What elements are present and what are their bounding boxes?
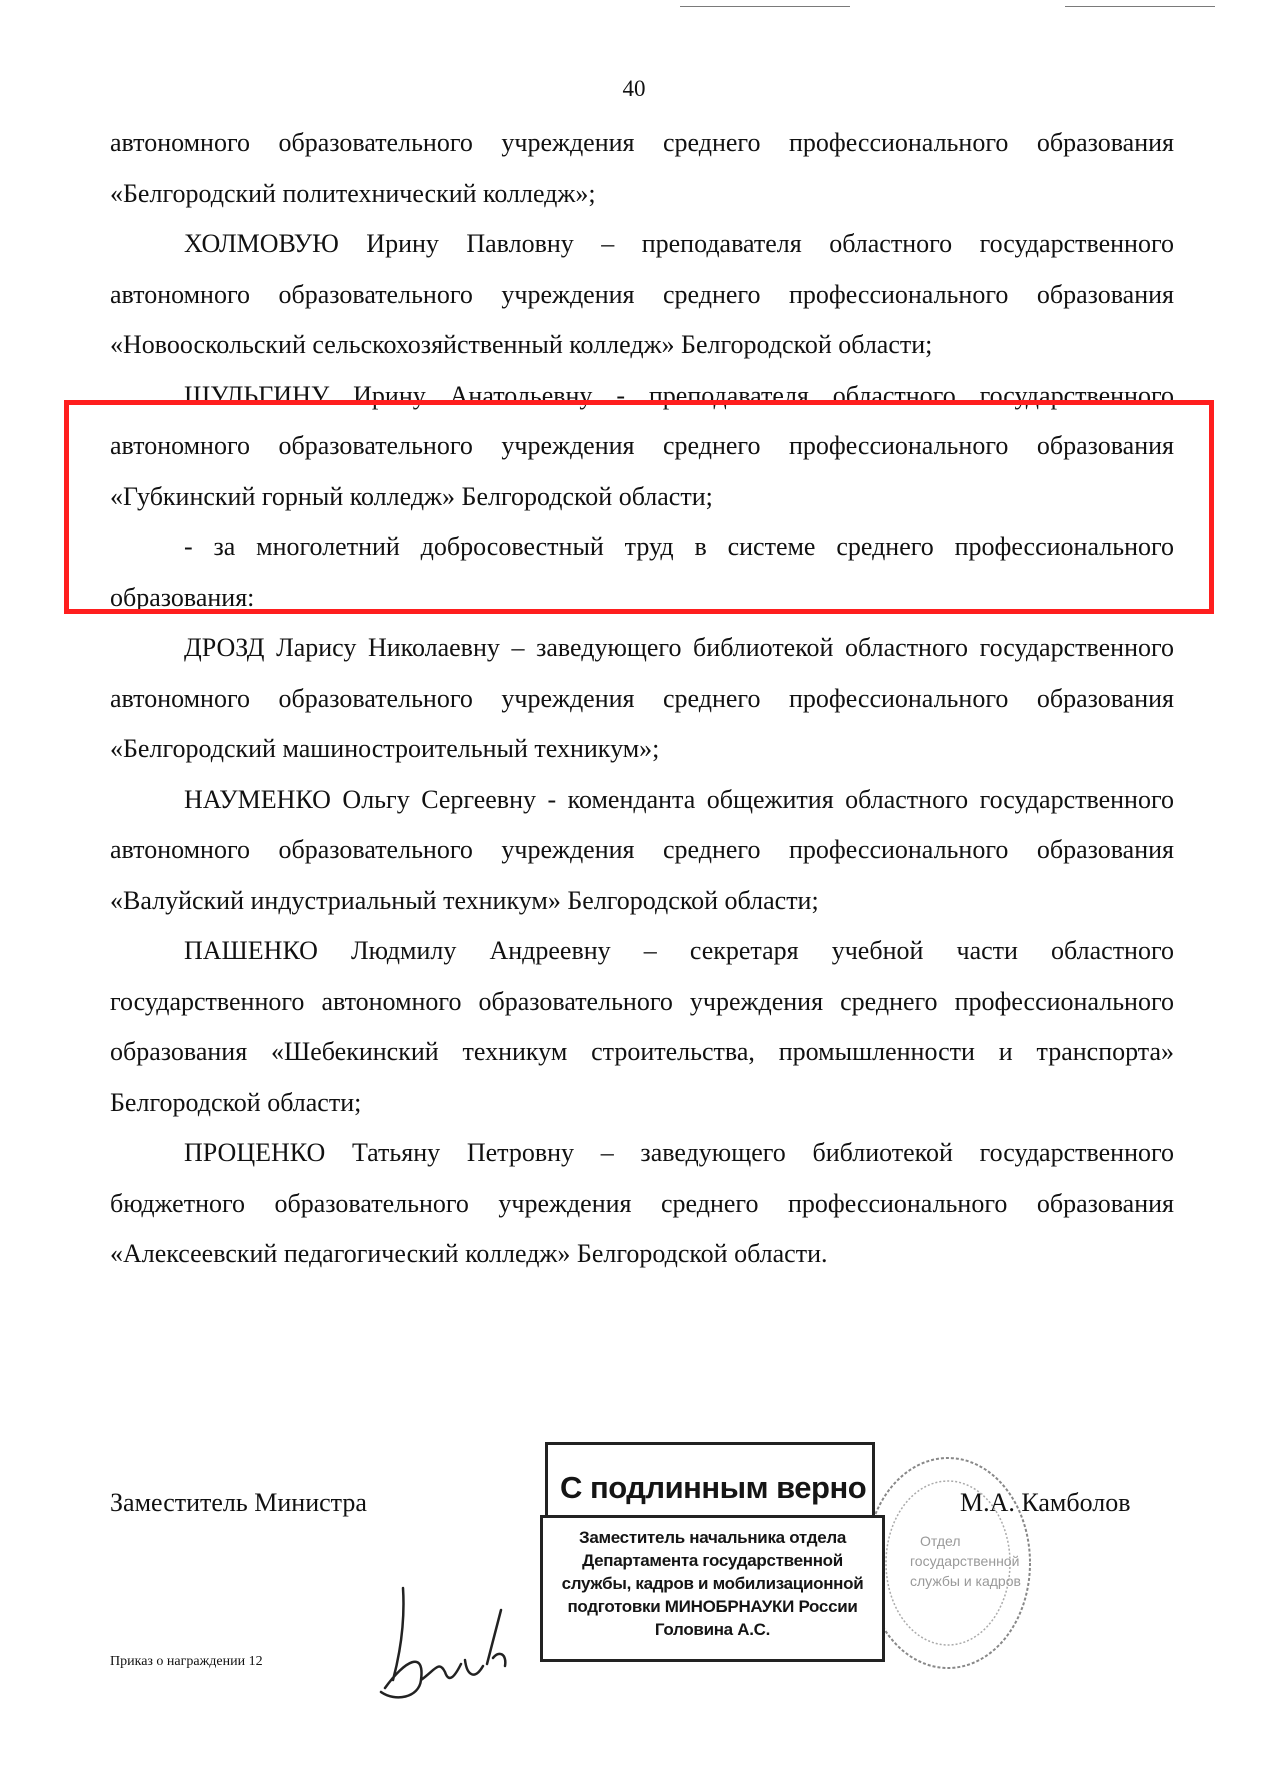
scan-artifact-line [680, 6, 850, 7]
handwritten-signature [375, 1580, 525, 1710]
paragraph: ПРОЦЕНКО Татьяну Петровну – заведующего библиотекой государственного бюджетного образовательного учреждения среднего профессионального образования «Алексеевский педагогический колледж» Белгородской области. [110, 1138, 1174, 1268]
seal-text: службы и кадров [910, 1573, 1021, 1589]
official-stamp [540, 1515, 885, 1662]
signatory-name: М.А. Камболов [960, 1488, 1131, 1517]
seal-text: государственной [910, 1553, 1020, 1569]
paragraph: ХОЛМОВУЮ Ирину Павловну – преподавателя областного государственного автономного образовательного учреждения среднего профессионального образования «Новооскольский сельскохозяйственный колледж» Белгородской области; [110, 229, 1174, 359]
paragraph-highlighted: ШУЛЬГИНУ Ирину Анатольевну - преподавателя областного государственного автономного образовательного учреждения среднего профессионального образования «Губкинский горный колледж» Белгородской области; [110, 380, 1174, 511]
round-seal [858, 1448, 1038, 1678]
page-number: 40 [622, 76, 646, 101]
highlight-box [64, 400, 1214, 614]
stamp-line: Департамента государственной [582, 1551, 843, 1570]
scan-artifact-line [1065, 6, 1215, 7]
paragraph: ПАШЕНКО Людмилу Андреевну – секретаря учебной части областного государственного автономного образовательного учреждения среднего профессионального образования «Шебекинский техникум строительства, промышленности и транспорта» Белгородской области; [110, 936, 1174, 1117]
stamp-line: подготовки МИНОБРНАУКИ России [567, 1597, 858, 1616]
stamp-line: Головина А.С. [654, 1620, 771, 1639]
signatory-role: Заместитель Министра [110, 1488, 367, 1517]
paragraph: НАУМЕНКО Ольгу Сергеевну - коменданта общежития областного государственного автономного образовательного учреждения среднего профессионального образования «Валуйский индустриальный техникум» Белгородской области; [110, 784, 1174, 915]
seal-text: Отдел [920, 1533, 961, 1549]
certified-stamp-text: С подлинным верно [560, 1470, 867, 1505]
paragraph: автономного образовательного учреждения среднего профессионального образования «Белгородский политехнический колледж»; [110, 128, 1174, 208]
stamp-line: Заместитель начальника отдела [578, 1528, 847, 1547]
document-body [110, 118, 1174, 1280]
stamp-line: службы, кадров и мобилизационной [561, 1574, 864, 1593]
paragraph: - за многолетний добросовестный труд в системе среднего профессионального образования: [110, 532, 1174, 612]
footer-note: Приказ о награждении 12 [110, 1654, 263, 1669]
paragraph: ДРОЗД Ларису Николаевну – заведующего библиотекой областного государственного автономного образовательного учреждения среднего профессионального образования «Белгородский машиностроительный техникум»; [110, 633, 1174, 763]
